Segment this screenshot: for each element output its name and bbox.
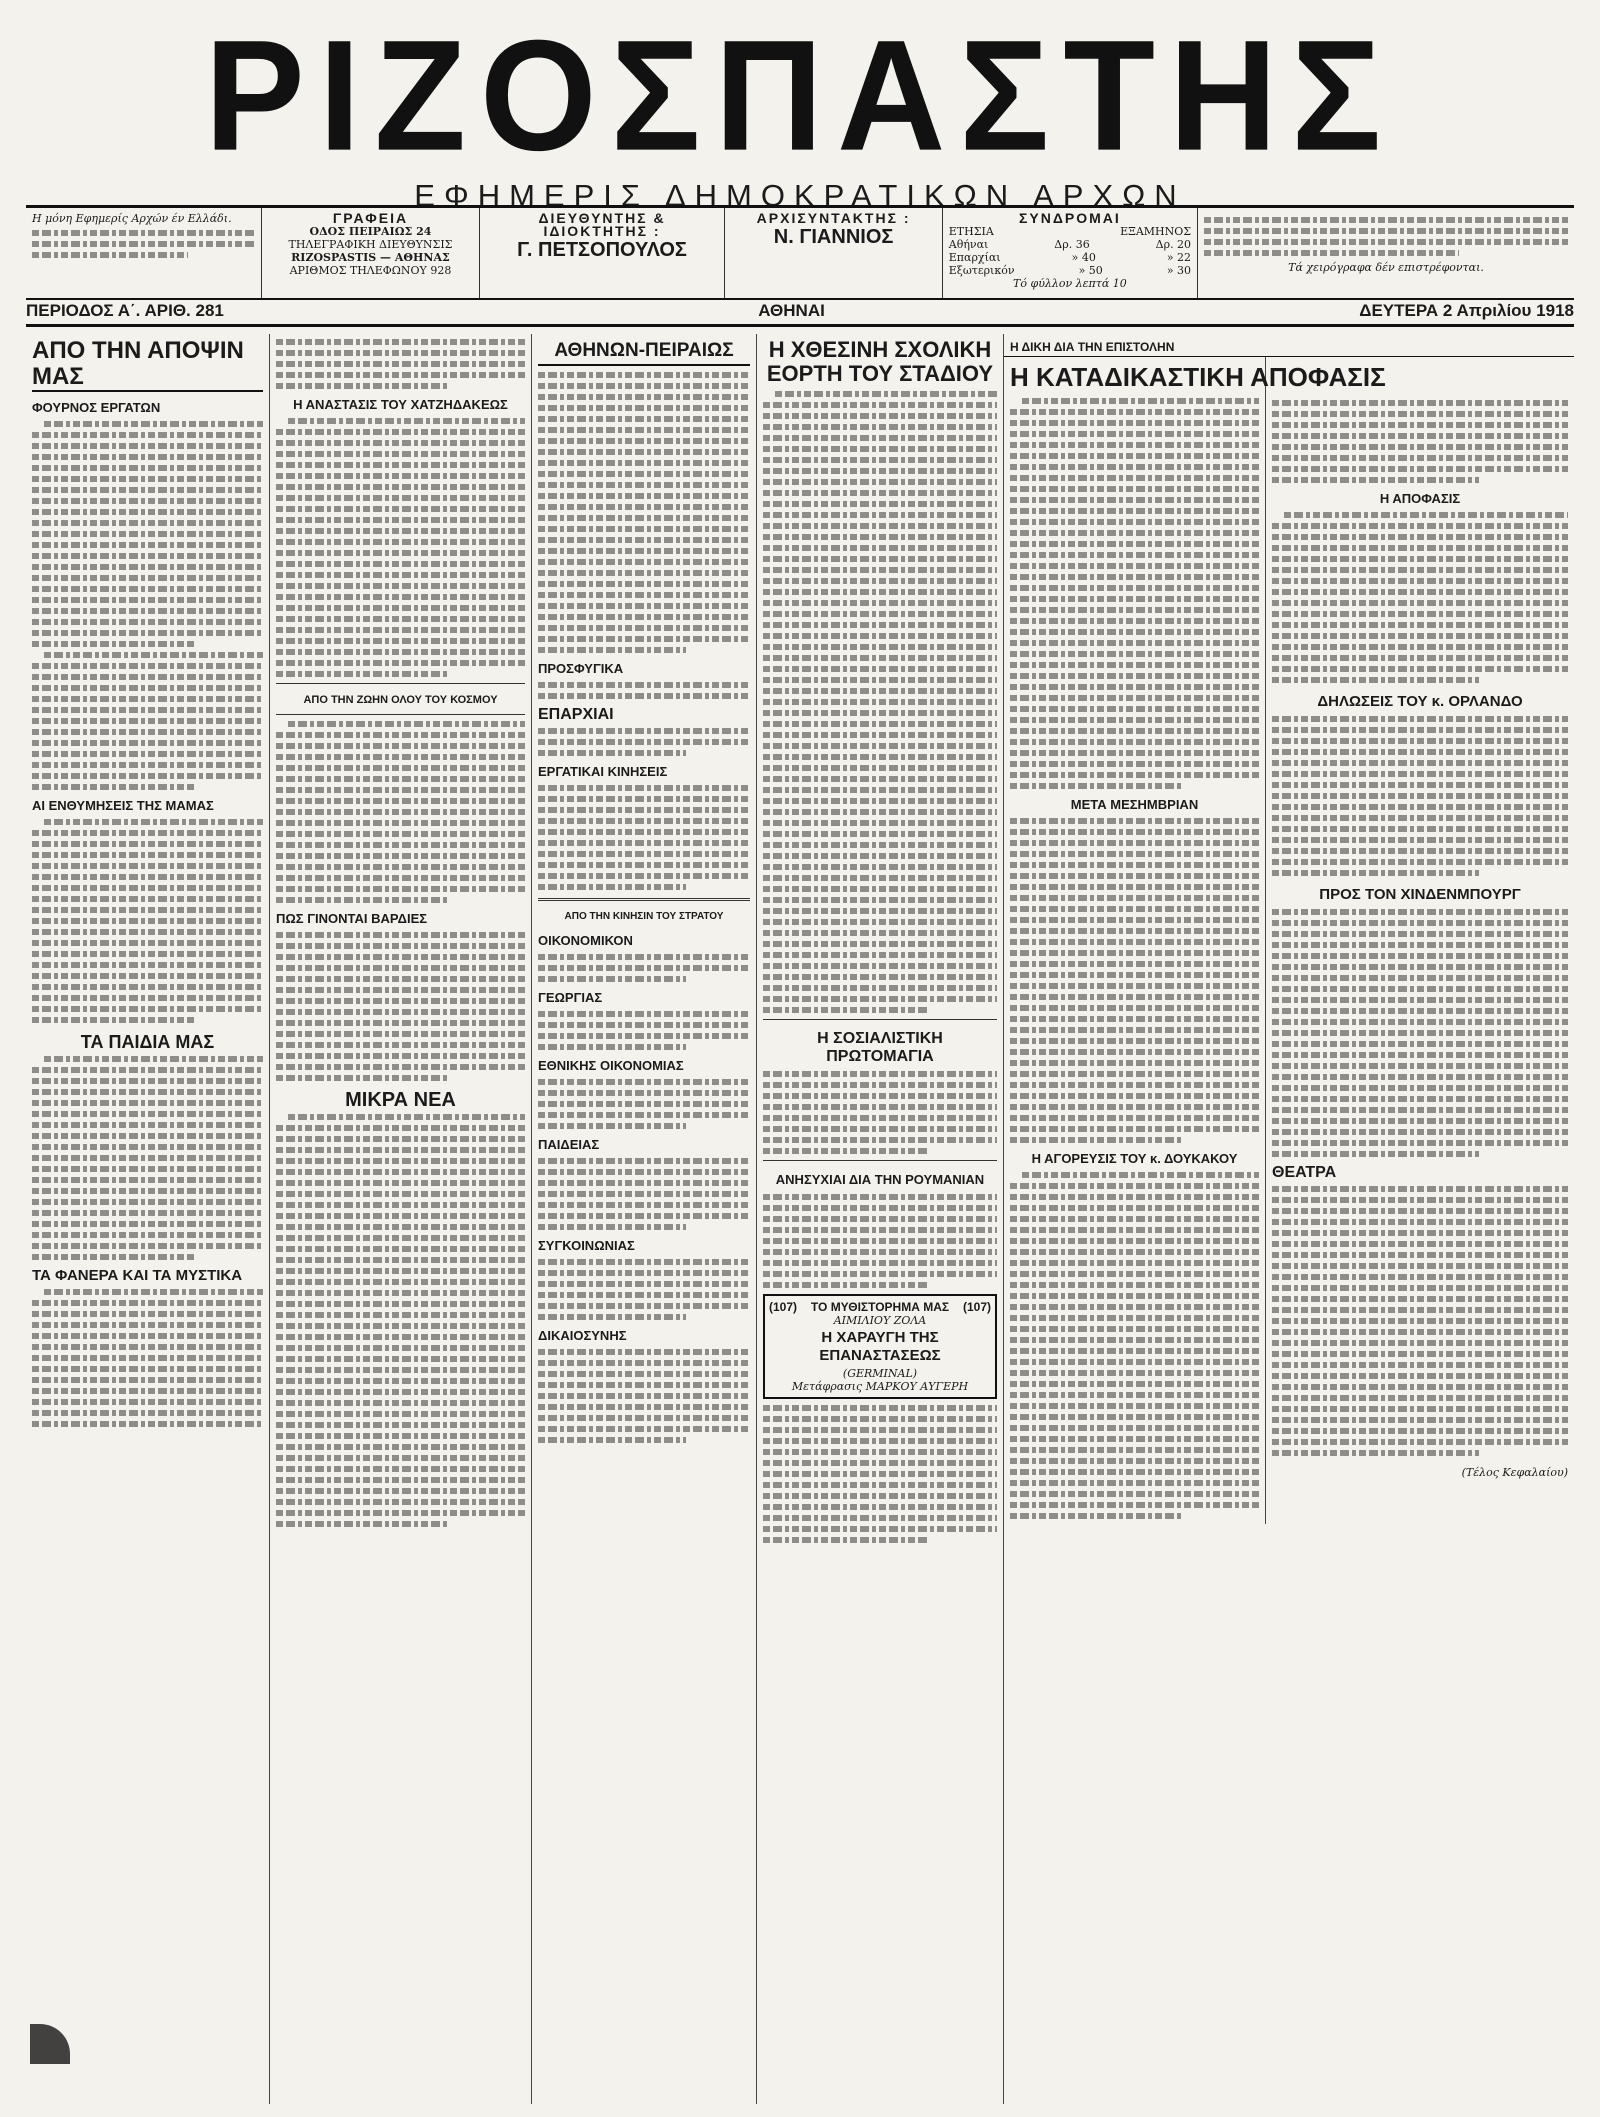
section-title: ΕΘΝΙΚΗΣ ΟΙΚΟΝΟΜΙΑΣ — [538, 1058, 684, 1073]
article-title: ΠΩΣ ΓΙΝΟΝΤΑΙ ΒΑΡΔΙΕΣ — [276, 911, 428, 926]
article-title: ΑΙ ΕΝΘΥΜΗΣΕΙΣ ΤΗΣ ΜΑΜΑΣ — [32, 798, 214, 813]
article-text — [538, 785, 750, 890]
offices-box — [262, 208, 479, 298]
offices-title: ΓΡΑΦΕΙΑ — [332, 210, 409, 226]
section-title: ΣΥΓΚΟΙΝΩΝΙΑΣ — [538, 1238, 635, 1253]
article-title: ΑΝΗΣΥΧΙΑΙ ΔΙΑ ΤΗΝ ΡΟΥΜΑΝΙΑΝ — [775, 1172, 985, 1187]
section-title: ΓΕΩΡΓΙΑΣ — [538, 990, 603, 1005]
subscription-row: Εξωτερικόν » 50 » 30 — [948, 264, 1192, 277]
article-text — [276, 339, 525, 389]
issue-city: ΑΘΗΝΑΙ — [758, 301, 825, 320]
article-headline: Η ΚΑΤΑΔΙΚΑΣΤΙΚΗ ΑΠΟΦΑΣΙΣ — [1010, 362, 1386, 392]
article-title: Η ΣΟΣΙΑΛΙΣΤΙΚΗ ΠΡΩΤΟΜΑΓΙΑ — [817, 1030, 943, 1065]
article-title: ΦΟΥΡΝΟΣ ΕΡΓΑΤΩΝ — [32, 400, 161, 415]
column-2 — [270, 334, 532, 2104]
article-columns — [26, 334, 1574, 2104]
masthead — [0, 0, 1600, 213]
serial-number-right: (107) — [962, 1300, 991, 1314]
column-heading: ΑΠΟ ΤΗΝ ΑΠΟΨΙΝ ΜΑΣ — [32, 338, 263, 392]
column-6 — [1266, 357, 1574, 1524]
offices-telegram-address: RIZOSPASTIS — ΑΘΗΝΑΣ — [291, 251, 450, 264]
director-name: Γ. ΠΕΤΣΟΠΟΥΛΟΣ — [517, 239, 687, 261]
editor-label: ΑΡΧΙΣΥΝΤΑΚΤΗΣ : — [756, 210, 911, 226]
article-title: ΑΠΟ ΤΗΝ ΖΩΗΝ ΟΛΟΥ ΤΟΥ ΚΟΣΜΟΥ — [303, 694, 498, 706]
semi-label: ΕΞΑΜΗΝΟΣ — [1120, 225, 1192, 238]
serial-title: Η ΧΑΡΑΥΓΗ ΤΗΣ ΕΠΑΝΑΣΤΑΣΕΩΣ — [819, 1329, 941, 1364]
column-heading: ΑΘΗΝΩΝ-ΠΕΙΡΑΙΩΣ — [538, 338, 750, 366]
article-text — [1272, 400, 1568, 483]
article-text — [763, 391, 997, 1013]
article-text — [32, 819, 263, 1023]
article-title: ΠΡΟΣ ΤΟΝ ΧΙΝΔΕΝΜΠΟΥΡΓ — [1319, 886, 1521, 903]
issue-price: Τό φύλλον λεπτά 10 — [1013, 277, 1127, 290]
director-label: ΔΙΕΥΘΥΝΤΗΣ & ΙΔΙΟΚΤΗΤΗΣ : — [538, 210, 666, 239]
article-text — [538, 372, 750, 653]
article-headline: Η ΧΘΕΣΙΝΗ ΣΧΟΛΙΚΗ ΕΟΡΤΗ ΤΟΥ ΣΤΑΔΙΟΥ — [766, 337, 994, 386]
issue-period: ΠΕΡΙΟΔΟΣ Α΄. ΑΡΙΘ. 281 — [26, 301, 224, 320]
article-text — [32, 1056, 263, 1260]
editor-box — [725, 208, 942, 298]
date-bar — [26, 298, 1574, 327]
article-text — [276, 1114, 525, 1527]
article-text — [276, 932, 525, 1081]
serial-number: (107) — [769, 1300, 798, 1314]
director-box — [480, 208, 726, 298]
offices-telegram-label: ΤΗΛΕΓΡΑΦΙΚΗ ΔΙΕΥΘΥΝΣΙΣ — [288, 238, 453, 251]
subscriptions-header — [949, 225, 1191, 238]
article-text — [32, 1289, 263, 1427]
motto: Η μόνη Εφημερίς Αρχών έν Ελλάδι. — [32, 212, 232, 225]
article-title: ΔΗΛΩΣΕΙΣ ΤΟΥ κ. ΟΡΛΑΝΔΟ — [1317, 693, 1523, 710]
column-5-6 — [1004, 334, 1574, 2104]
subscriptions-box — [943, 208, 1198, 298]
subscription-row: Αθήναι Δρ. 36 Δρ. 20 — [948, 238, 1192, 251]
article-title: ΜΕΤΑ ΜΕΣΗΜΒΡΙΑΝ — [1070, 797, 1199, 812]
article-title: ΜΙΚΡΑ ΝΕΑ — [345, 1089, 456, 1111]
article-title: ΠΡΟΣΦΥΓΙΚΑ — [538, 661, 624, 676]
article-text — [1272, 1186, 1568, 1456]
serial-translator: Μετάφρασις ΜΑΡΚΟΥ ΑΥΓΕΡΗ — [791, 1380, 969, 1393]
annual-label: ΕΤΗΣΙΑ — [948, 225, 994, 238]
article-title: ΕΠΑΡΧΙΑΙ — [538, 706, 614, 723]
column-1 — [26, 334, 270, 2104]
article-text — [1010, 398, 1259, 789]
section-title: ΟΙΚΟΝΟΜΙΚΟΝ — [538, 933, 633, 948]
article-title: ΤΑ ΠΑΙΔΙΑ ΜΑΣ — [80, 1032, 215, 1052]
subscriptions-title: ΣΥΝΔΡΟΜΑΙ — [1019, 210, 1121, 226]
issue-date: ΔΕΥΤΕΡΑ 2 Απριλίου 1918 — [1359, 301, 1574, 320]
article-text — [1010, 1172, 1259, 1519]
serial-novel-box — [763, 1294, 997, 1399]
serial-header — [769, 1300, 991, 1314]
article-text — [32, 421, 263, 790]
article-text — [1272, 716, 1568, 876]
article-title: ΕΡΓΑΤΙΚΑΙ ΚΙΝΗΣΕΙΣ — [538, 764, 668, 779]
article-title: ΑΠΟ ΤΗΝ ΚΙΝΗΣΙΝ ΤΟΥ ΣΤΡΑΤΟΥ — [564, 911, 724, 922]
article-kicker: Η ΔΙΚΗ ΔΙΑ ΤΗΝ ΕΠΙΣΤΟΛΗΝ — [1004, 340, 1574, 357]
article-title: ΤΑ ΦΑΝΕΡΑ ΚΑΙ ΤΑ ΜΥΣΤΙΚΑ — [32, 1267, 243, 1284]
offices-phone: ΑΡΙΘΜΟΣ ΤΗΛΕΦΩΝΟΥ 928 — [289, 264, 452, 277]
article-text — [763, 1071, 997, 1154]
subscription-row: Επαρχίαι » 40 » 22 — [948, 251, 1192, 264]
editor-name: Ν. ΓΙΑΝΝΙΟΣ — [773, 226, 894, 248]
article-text — [276, 418, 525, 677]
serial-original-title: (GERMINAL) — [842, 1367, 918, 1380]
article-title: Η ΑΝΑΣΤΑΣΙΣ ΤΟΥ ΧΑΤΖΗΔΑΚΕΩΣ — [293, 397, 508, 412]
motto-box — [26, 208, 262, 298]
article-text — [1272, 512, 1568, 683]
section-title: ΠΑΙΔΕΙΑΣ — [538, 1137, 600, 1152]
article-title: Η ΑΓΟΡΕΥΣΙΣ ΤΟΥ κ. ΔΟΥΚΑΚΟΥ — [1031, 1151, 1238, 1166]
section-title: ΔΙΚΑΙΟΣΥΝΗΣ — [538, 1328, 627, 1343]
article-text — [763, 1194, 997, 1288]
newspaper-title: ΡΙΖΟΣΠΑΣΤΗΣ — [204, 6, 1396, 184]
column-3 — [532, 334, 757, 2104]
info-bar — [26, 205, 1574, 300]
article-title: Η ΑΠΟΦΑΣΙΣ — [1379, 491, 1461, 506]
article-text — [276, 721, 525, 903]
page-damage-mark — [30, 2024, 70, 2064]
column-4 — [757, 334, 1004, 2104]
offices-address: ΟΔΟΣ ΠΕΙΡΑΙΩΣ 24 — [309, 225, 432, 238]
serial-end-note: (Τέλος Κεφαλαίου) — [1461, 1466, 1568, 1479]
serial-label: ΤΟ ΜΥΘΙΣΤΟΡΗΜΑ ΜΑΣ — [810, 1300, 950, 1314]
serial-author: ΑΙΜΙΛΙΟΥ ΖΟΛΑ — [833, 1314, 927, 1327]
article-text — [763, 1405, 997, 1543]
article-text — [1272, 909, 1568, 1157]
article-text — [1010, 818, 1259, 1143]
article-title: ΘΕΑΤΡΑ — [1272, 1164, 1337, 1181]
newspaper-subtitle: ΕΦΗΜΕΡΙΣ ΔΗΜΟΚΡΑΤΙΚΩΝ ΑΡΧΩΝ — [414, 178, 1186, 213]
manuscripts-note: Τά χειρόγραφα δέν επιστρέφονται. — [1288, 261, 1484, 274]
notice-box — [1198, 208, 1574, 298]
